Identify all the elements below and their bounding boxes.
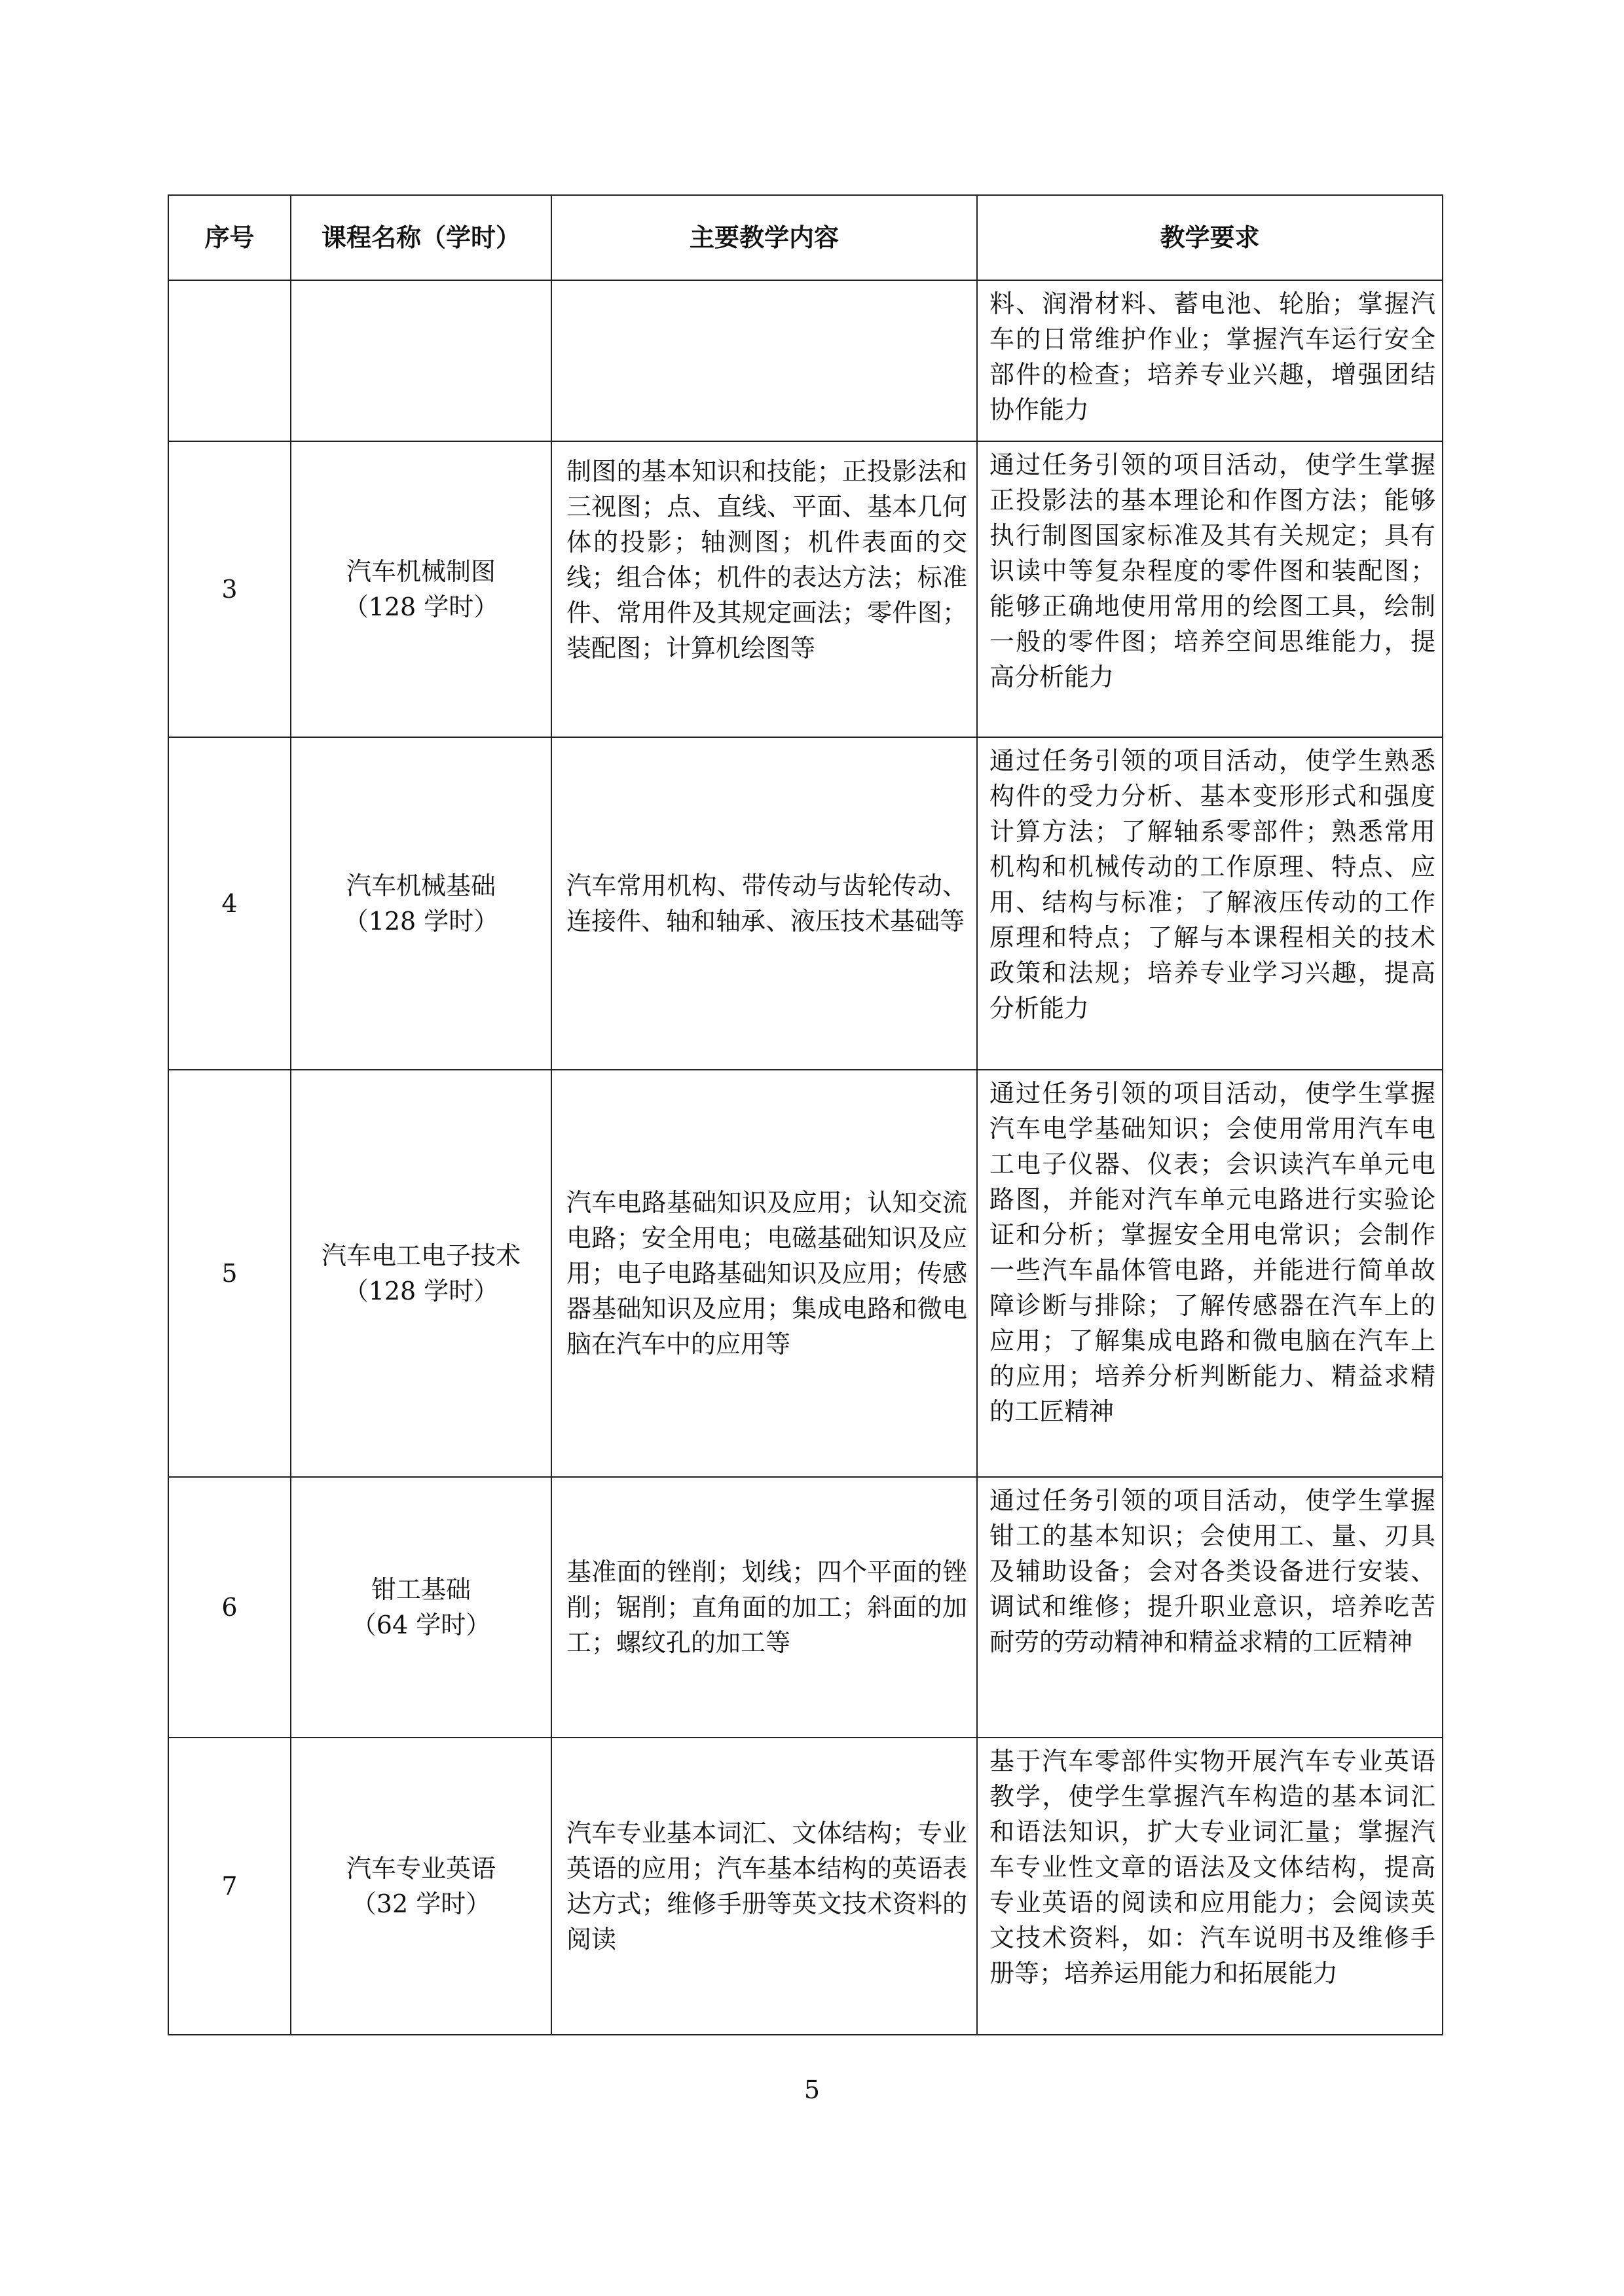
course-hours: （64 学时）: [351, 1611, 491, 1639]
course-hours: （128 学时）: [343, 1277, 499, 1305]
row-no: [168, 280, 291, 441]
header-main-content: 主要教学内容: [551, 195, 977, 280]
course-hours: （128 学时）: [343, 907, 499, 936]
row-content: [551, 280, 977, 441]
table-row: [168, 280, 1443, 441]
course-name: 汽车机械制图: [346, 557, 496, 586]
row-requirements: 通过任务引领的项目活动，使学生熟悉构件的受力分析、基本变形形式和强度计算方法；了解轴系零部件；熟悉常用机构和机械传动的工作原理、特点、应用、结构与标准；了解液压传动的工作原理和特点；了解与本课程相关的技术政策和法规；培养专业学习兴趣，提高分析能力: [977, 737, 1443, 1070]
row-course: [291, 1477, 551, 1738]
table-row: [168, 737, 1443, 1070]
row-requirements: 料、润滑材料、蓄电池、轮胎；掌握汽车的日常维护作业；掌握汽车运行安全部件的检查；培养专业兴趣，增强团结协作能力: [977, 280, 1443, 441]
course-hours: （32 学时）: [351, 1889, 491, 1918]
row-requirements: 通过任务引领的项目活动，使学生掌握钳工的基本知识；会使用工、量、刃具及辅助设备；会对各类设备进行安装、调试和维修；提升职业意识，培养吃苦耐劳的劳动精神和精益求精的工匠精神: [977, 1477, 1443, 1738]
row-course: [291, 441, 551, 737]
row-course: [291, 280, 551, 441]
table-header-row: [168, 195, 1443, 280]
row-content: 基准面的锉削；划线；四个平面的锉削；锯削；直角面的加工；斜面的加工；螺纹孔的加工等: [551, 1477, 977, 1738]
table-row: [168, 1070, 1443, 1477]
row-course: [291, 1070, 551, 1477]
row-no: 7: [168, 1738, 291, 2035]
header-requirements: 教学要求: [977, 195, 1443, 280]
row-content: 汽车专业基本词汇、文体结构；专业英语的应用；汽车基本结构的英语表达方式；维修手册等英文技术资料的阅读: [551, 1738, 977, 2035]
course-name: 汽车机械基础: [346, 871, 496, 900]
row-course: [291, 1738, 551, 2035]
page-number: 5: [803, 2075, 821, 2104]
row-requirements: 通过任务引领的项目活动，使学生掌握汽车电学基础知识；会使用常用汽车电工电子仪器、仪表；会识读汽车单元电路图，并能对汽车单元电路进行实验论证和分析；掌握安全用电常识；会制作一些汽车晶体管电路，并能进行简单故障诊断与排除；了解传感器在汽车上的应用；了解集成电路和微电脑在汽车上的应用；培养分析判断能力、精益求精的工匠精神: [977, 1070, 1443, 1477]
row-no: 4: [168, 737, 291, 1070]
course-name: 汽车电工电子技术: [321, 1241, 521, 1270]
row-no: 3: [168, 441, 291, 737]
row-no: 6: [168, 1477, 291, 1738]
header-course-name: 课程名称（学时）: [291, 195, 551, 280]
row-course: [291, 737, 551, 1070]
table-row: [168, 441, 1443, 737]
table-row: [168, 1477, 1443, 1738]
row-content: 汽车电路基础知识及应用；认知交流电路；安全用电；电磁基础知识及应用；电子电路基础知识及应用；传感器基础知识及应用；集成电路和微电脑在汽车中的应用等: [551, 1070, 977, 1477]
header-no: 序号: [168, 195, 291, 280]
row-requirements: 基于汽车零部件实物开展汽车专业英语教学，使学生掌握汽车构造的基本词汇和语法知识，扩大专业词汇量；掌握汽车专业性文章的语法及文体结构，提高专业英语的阅读和应用能力；会阅读英文技术资料，如：汽车说明书及维修手册等；培养运用能力和拓展能力: [977, 1738, 1443, 2035]
row-no: 5: [168, 1070, 291, 1477]
course-name: 汽车专业英语: [346, 1854, 496, 1883]
row-requirements: 通过任务引领的项目活动，使学生掌握正投影法的基本理论和作图方法；能够执行制图国家标准及其有关规定；具有识读中等复杂程度的零件图和装配图；能够正确地使用常用的绘图工具，绘制一般的零件图；培养空间思维能力，提高分析能力: [977, 441, 1443, 737]
row-content: 汽车常用机构、带传动与齿轮传动、连接件、轴和轴承、液压技术基础等: [551, 737, 977, 1070]
table-row: [168, 1738, 1443, 2035]
course-table: [168, 194, 1443, 2035]
row-content: 制图的基本知识和技能；正投影法和三视图；点、直线、平面、基本几何体的投影；轴测图；机件表面的交线；组合体；机件的表达方法；标准件、常用件及其规定画法；零件图；装配图；计算机绘图等: [551, 441, 977, 737]
course-name: 钳工基础: [371, 1575, 471, 1604]
course-hours: （128 学时）: [343, 592, 499, 621]
